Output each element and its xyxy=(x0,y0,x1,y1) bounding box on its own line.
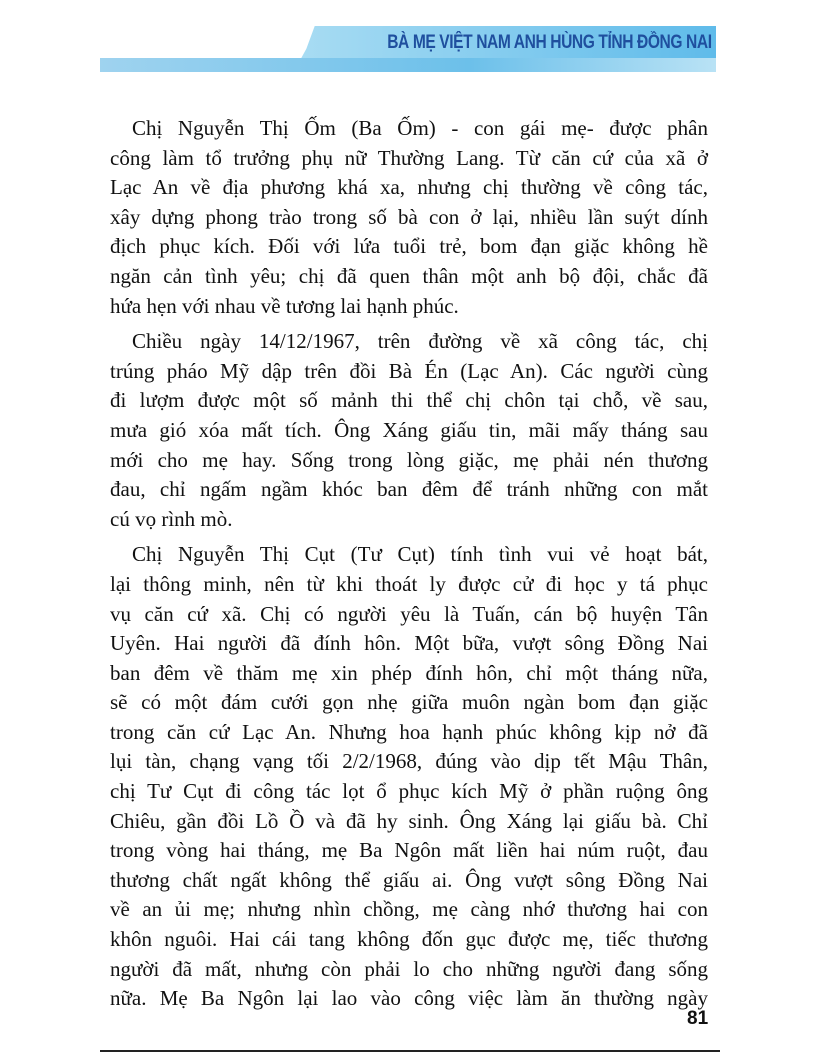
text-line: vụ căn cứ xã. Chị có người yêu là Tuấn, cán bộ huyện Tân xyxy=(110,601,708,626)
text-line: nữa. Mẹ Ba Ngôn lại lao vào công việc làm ăn thường ngày xyxy=(110,986,708,1011)
paragraph xyxy=(110,327,708,534)
text-line: Chiêu, gần đồi Lồ Ồ và đã hy sinh. Ông Xáng lại giấu bà. Chỉ xyxy=(110,808,708,833)
header-band xyxy=(100,58,716,72)
text-line: ban đêm về thăm mẹ xin phép đính hôn, chỉ một tháng nữa, xyxy=(110,660,708,685)
text-line: sẽ có một đám cưới gọn nhẹ giữa muôn ngàn bom đạn giặc xyxy=(110,690,708,715)
footer-rule xyxy=(100,1050,720,1052)
page-number: 81 xyxy=(687,1008,709,1029)
paragraph xyxy=(110,114,708,321)
text-line: mưa gió xóa mất tích. Ông Xáng giấu tin, mãi mấy tháng sau xyxy=(110,417,708,442)
text-line: trong căn cứ Lạc An. Nhưng hoa hạnh phúc không kịp nở đã xyxy=(110,719,708,744)
body-text xyxy=(110,114,708,1020)
text-line: lại thông minh, nên từ khi thoát ly được cử đi học y tá phục xyxy=(110,571,708,596)
running-header: BÀ MẸ VIỆT NAM ANH HÙNG TỈNH ĐỒNG NAI xyxy=(387,32,712,53)
text-line: đau, chỉ ngấm ngầm khóc ban đêm để tránh những con mắt xyxy=(110,477,708,502)
text-line: chị Tư Cụt đi công tác lọt ổ phục kích Mỹ ở phần ruộng ông xyxy=(110,779,708,804)
text-line: về an ủi mẹ; nhưng nhìn chồng, mẹ càng nhớ thương hai con xyxy=(110,897,708,922)
text-line: Chị Nguyễn Thị Ốm (Ba Ốm) - con gái mẹ- được phân xyxy=(132,116,708,140)
text-line: ngăn cản tình yêu; chị đã quen thân một anh bộ đội, chắc đã xyxy=(110,263,708,288)
paragraph xyxy=(110,540,708,1014)
text-line: người đã mất, nhưng còn phải lo cho những người đang sống xyxy=(110,956,708,981)
text-line: Lạc An về địa phương khá xa, nhưng chị thường về công tác, xyxy=(110,175,708,200)
text-line: Chiều ngày 14/12/1967, trên đường về xã công tác, chị xyxy=(132,329,708,354)
text-line: trong vòng hai tháng, mẹ Ba Ngôn mất liền hai núm ruột, đau xyxy=(110,838,708,863)
text-line: Chị Nguyễn Thị Cụt (Tư Cụt) tính tình vui vẻ hoạt bát, xyxy=(132,542,708,567)
text-line: trúng pháo Mỹ dập trên đồi Bà Én (Lạc An). Các người cùng xyxy=(110,358,708,383)
text-line: địch phục kích. Đối với lứa tuổi trẻ, bom đạn giặc không hề xyxy=(110,234,708,259)
text-line: mới cho mẹ hay. Sống trong lòng giặc, mẹ phải nén thương xyxy=(110,447,708,472)
text-line: thương chất ngất không thể giấu ai. Ông vượt sông Đồng Nai xyxy=(110,867,708,892)
text-line: lụi tàn, chạng vạng tối 2/2/1968, đúng vào dịp tết Mậu Thân, xyxy=(110,749,708,774)
text-line: khôn nguôi. Hai cái tang không đốn gục được mẹ, tiếc thương xyxy=(110,927,708,952)
text-line: Uyên. Hai người đã đính hôn. Một bữa, vượt sông Đồng Nai xyxy=(110,631,708,656)
text-line: hứa hẹn với nhau về tương lai hạnh phúc. xyxy=(110,293,459,318)
text-line: đi lượm được một số mảnh thi thể chị chôn tại chỗ, về sau, xyxy=(110,388,708,413)
text-line: cú vọ rình mò. xyxy=(110,506,233,531)
text-line: công làm tổ trưởng phụ nữ Thường Lang. Từ căn cứ của xã ở xyxy=(110,145,708,170)
text-line: xây dựng phong trào trong số bà con ở lại, nhiều lần suýt dính xyxy=(110,204,708,229)
